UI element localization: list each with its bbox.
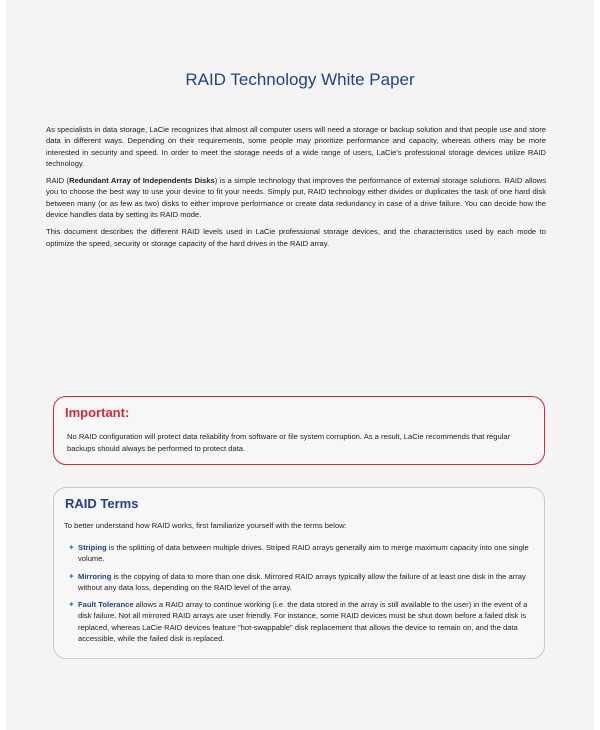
intro-paragraph-1: As specialists in data storage, LaCie recognizes that almost all computer users will need a storage or backup solution and that people use and store data in different ways. Depending on their requirements, some people may prioritize performance and capacity, whereas others may be more interested in security and speed. In order to meet the storage needs of a wide range of users, LaCie's professional storage devices utilize RAID technology.: [46, 125, 546, 168]
raid-terms-list: [68, 542, 538, 650]
important-callout: [53, 396, 545, 465]
list-item: [68, 542, 538, 565]
important-heading: Important:: [65, 405, 130, 420]
bullet-icon: ✦: [68, 543, 75, 552]
bullet-icon: ✦: [68, 571, 75, 581]
term-name: Mirroring: [78, 571, 112, 581]
raid-prefix: RAID (: [46, 176, 70, 186]
term-name: Fault Tolerance: [78, 600, 134, 610]
raid-terms-box: [53, 487, 545, 659]
term-definition: is the copying of data to more than one disk. Mirrored RAID arrays typically allow the failure of at least one disk in the array without any data loss, depending on the RAID level of the array.: [78, 571, 526, 592]
intro-section: [46, 124, 546, 255]
list-item: [68, 599, 538, 644]
page-title: RAID Technology White Paper: [185, 70, 415, 89]
term-definition: is the splitting of data between multiple drives. Striped RAID arrays generally aim to merge maximum capacity into one single volume.: [78, 543, 529, 564]
term-definition: allows a RAID array to continue working (i.e. the data stored in the array is still available to the user) in the event of a disk failure. Not all mirrored RAID arrays are user friendly. For instance, some RAID devices must be shut down before a failed disk is replaced, whereas LaCie RAID devices feature "hot-swappable" disk replacement that allows the device to remain on, and the data accessible, while the failed disk is replaced.: [78, 600, 528, 644]
raid-description: ) is a simple technology that improves the performance of external storage solutions. RAID allows you to choose the best way to use your device to fit your needs. Simply put, RAID technology either divides or duplicates the task of one hard disk between many (or as few as two) disks to either improve performance or create data redundancy in case of a drive failure. You can decide how the device handles data by setting its RAID mode.: [46, 176, 547, 220]
list-item: [68, 571, 538, 594]
raid-terms-intro: To better understand how RAID works, first familiarize yourself with the terms below:: [64, 521, 347, 530]
important-text: No RAID configuration will protect data reliability from software or file system corruption. As a result, LaCie recommends that regular backups should always be performed to protect data.: [67, 432, 511, 453]
intro-paragraph-2: [46, 175, 546, 220]
bullet-icon: ✦: [68, 600, 75, 610]
intro-paragraph-3: This document describes the different RAID levels used in LaCie professional storage devices, and the characteristics used by each mode to optimize the speed, security or storage capacity of the hard drives in the RAID array.: [46, 227, 546, 248]
raid-terms-heading: RAID Terms: [65, 496, 139, 511]
document-page: [6, 0, 594, 730]
raid-acronym-expansion: Redundant Array of Independents Disks: [69, 176, 215, 186]
term-name: Striping: [78, 543, 107, 552]
